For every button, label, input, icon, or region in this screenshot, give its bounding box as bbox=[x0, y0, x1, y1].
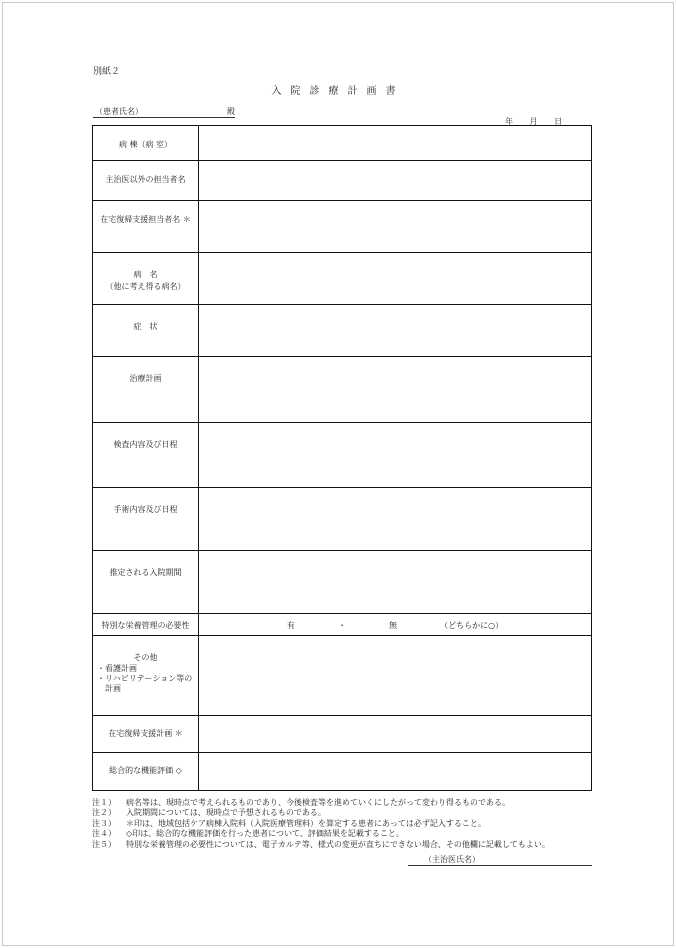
nutrition-choice[interactable] bbox=[199, 614, 592, 636]
document-page bbox=[2, 2, 674, 946]
row-label: 主治医以外の担当者名 bbox=[93, 161, 199, 201]
table-row bbox=[93, 161, 592, 201]
document-title: 入院診療計画書 bbox=[271, 86, 405, 97]
note-item: 注４） ◇印は、総合的な機能評価を行った患者について、評価結果を記載すること。 bbox=[92, 829, 404, 839]
row-value-home-support-plan[interactable] bbox=[199, 716, 592, 753]
table-row bbox=[93, 126, 592, 161]
row-value-tests[interactable] bbox=[199, 423, 592, 488]
note-item: 注５） 特別な栄養管理の必要性については、電子カルテ等、様式の変更が直ちにできない場合、その他欄に記載してもよい。 bbox=[92, 839, 550, 849]
row-label: 推定される入院期間 bbox=[93, 551, 199, 614]
row-label: 症 状 bbox=[93, 305, 199, 357]
row-value-functional-eval[interactable] bbox=[199, 753, 592, 791]
row-value-treatment-plan[interactable] bbox=[199, 357, 592, 423]
note-item: 注２） 入院期間については、現時点で予想されるものである。 bbox=[92, 808, 326, 818]
table-row bbox=[93, 753, 592, 791]
attending-doctor-label: （主治医氏名） bbox=[424, 855, 480, 864]
diagnosis-label: 病 名 bbox=[133, 270, 158, 279]
date-field: 年 月 日 bbox=[505, 117, 563, 126]
option-no[interactable]: 無 bbox=[389, 621, 398, 630]
row-label bbox=[93, 636, 199, 716]
row-value-surgery[interactable] bbox=[199, 488, 592, 551]
table-row bbox=[93, 488, 592, 551]
table-row bbox=[93, 305, 592, 357]
row-label: 総合的な機能評価 ◇ bbox=[93, 753, 199, 791]
row-label: 特別な栄養管理の必要性 bbox=[93, 614, 199, 636]
row-label: 在宅復帰支援計画 ＊ bbox=[93, 716, 199, 753]
other-label: その他 bbox=[133, 653, 158, 662]
choice-instruction: （どちらかに○） bbox=[440, 621, 504, 630]
row-value-other[interactable] bbox=[199, 636, 592, 716]
row-value-diagnosis[interactable] bbox=[199, 253, 592, 305]
row-value-symptoms[interactable] bbox=[199, 305, 592, 357]
row-label: 検査内容及び日程 bbox=[93, 423, 199, 488]
row-label bbox=[93, 253, 199, 305]
row-value-home-support-staff[interactable] bbox=[199, 201, 592, 253]
note-item: 注１） 病名等は、現時点で考えられるものであり、今後検査等を進めていくにしたがって変わり得るものである。 bbox=[92, 798, 510, 807]
other-item-nursing: ・看護計画 bbox=[97, 664, 137, 673]
table-row bbox=[93, 614, 592, 636]
note-item: 注３） ＊印は、地域包括ケア病棟入院料（入院医療管理料）を算定する患者にあっては必ず記入すること。 bbox=[92, 818, 486, 828]
row-label: 手術内容及び日程 bbox=[93, 488, 199, 551]
plan-table bbox=[92, 125, 592, 791]
row-label: 治療計画 bbox=[93, 357, 199, 423]
row-label: 病 棟（病 室） bbox=[93, 126, 199, 161]
row-value-stay-period[interactable] bbox=[199, 551, 592, 614]
form-id: 別紙２ bbox=[93, 67, 121, 77]
table-row bbox=[93, 716, 592, 753]
table-row bbox=[93, 201, 592, 253]
patient-honorific: 殿 bbox=[227, 107, 235, 116]
notes-section bbox=[92, 798, 550, 850]
other-item-rehab-cont: 計画 bbox=[105, 684, 121, 693]
patient-name-label: （患者氏名） bbox=[95, 107, 143, 116]
row-value-ward[interactable] bbox=[199, 126, 592, 161]
patient-name-line bbox=[93, 117, 235, 118]
other-item-rehab: ・リハビリテーション等の bbox=[97, 674, 193, 683]
row-value-staff[interactable] bbox=[199, 161, 592, 201]
diagnosis-sublabel: （他に考え得る病名） bbox=[105, 282, 186, 291]
option-separator: ・ bbox=[337, 621, 346, 630]
table-row bbox=[93, 423, 592, 488]
row-label: 在宅復帰支援担当者名 ＊ bbox=[93, 201, 199, 253]
option-yes[interactable]: 有 bbox=[286, 621, 295, 630]
table-row bbox=[93, 357, 592, 423]
table-row bbox=[93, 253, 592, 305]
table-row bbox=[93, 551, 592, 614]
table-row bbox=[93, 636, 592, 716]
attending-doctor-signature-line[interactable] bbox=[408, 865, 592, 866]
